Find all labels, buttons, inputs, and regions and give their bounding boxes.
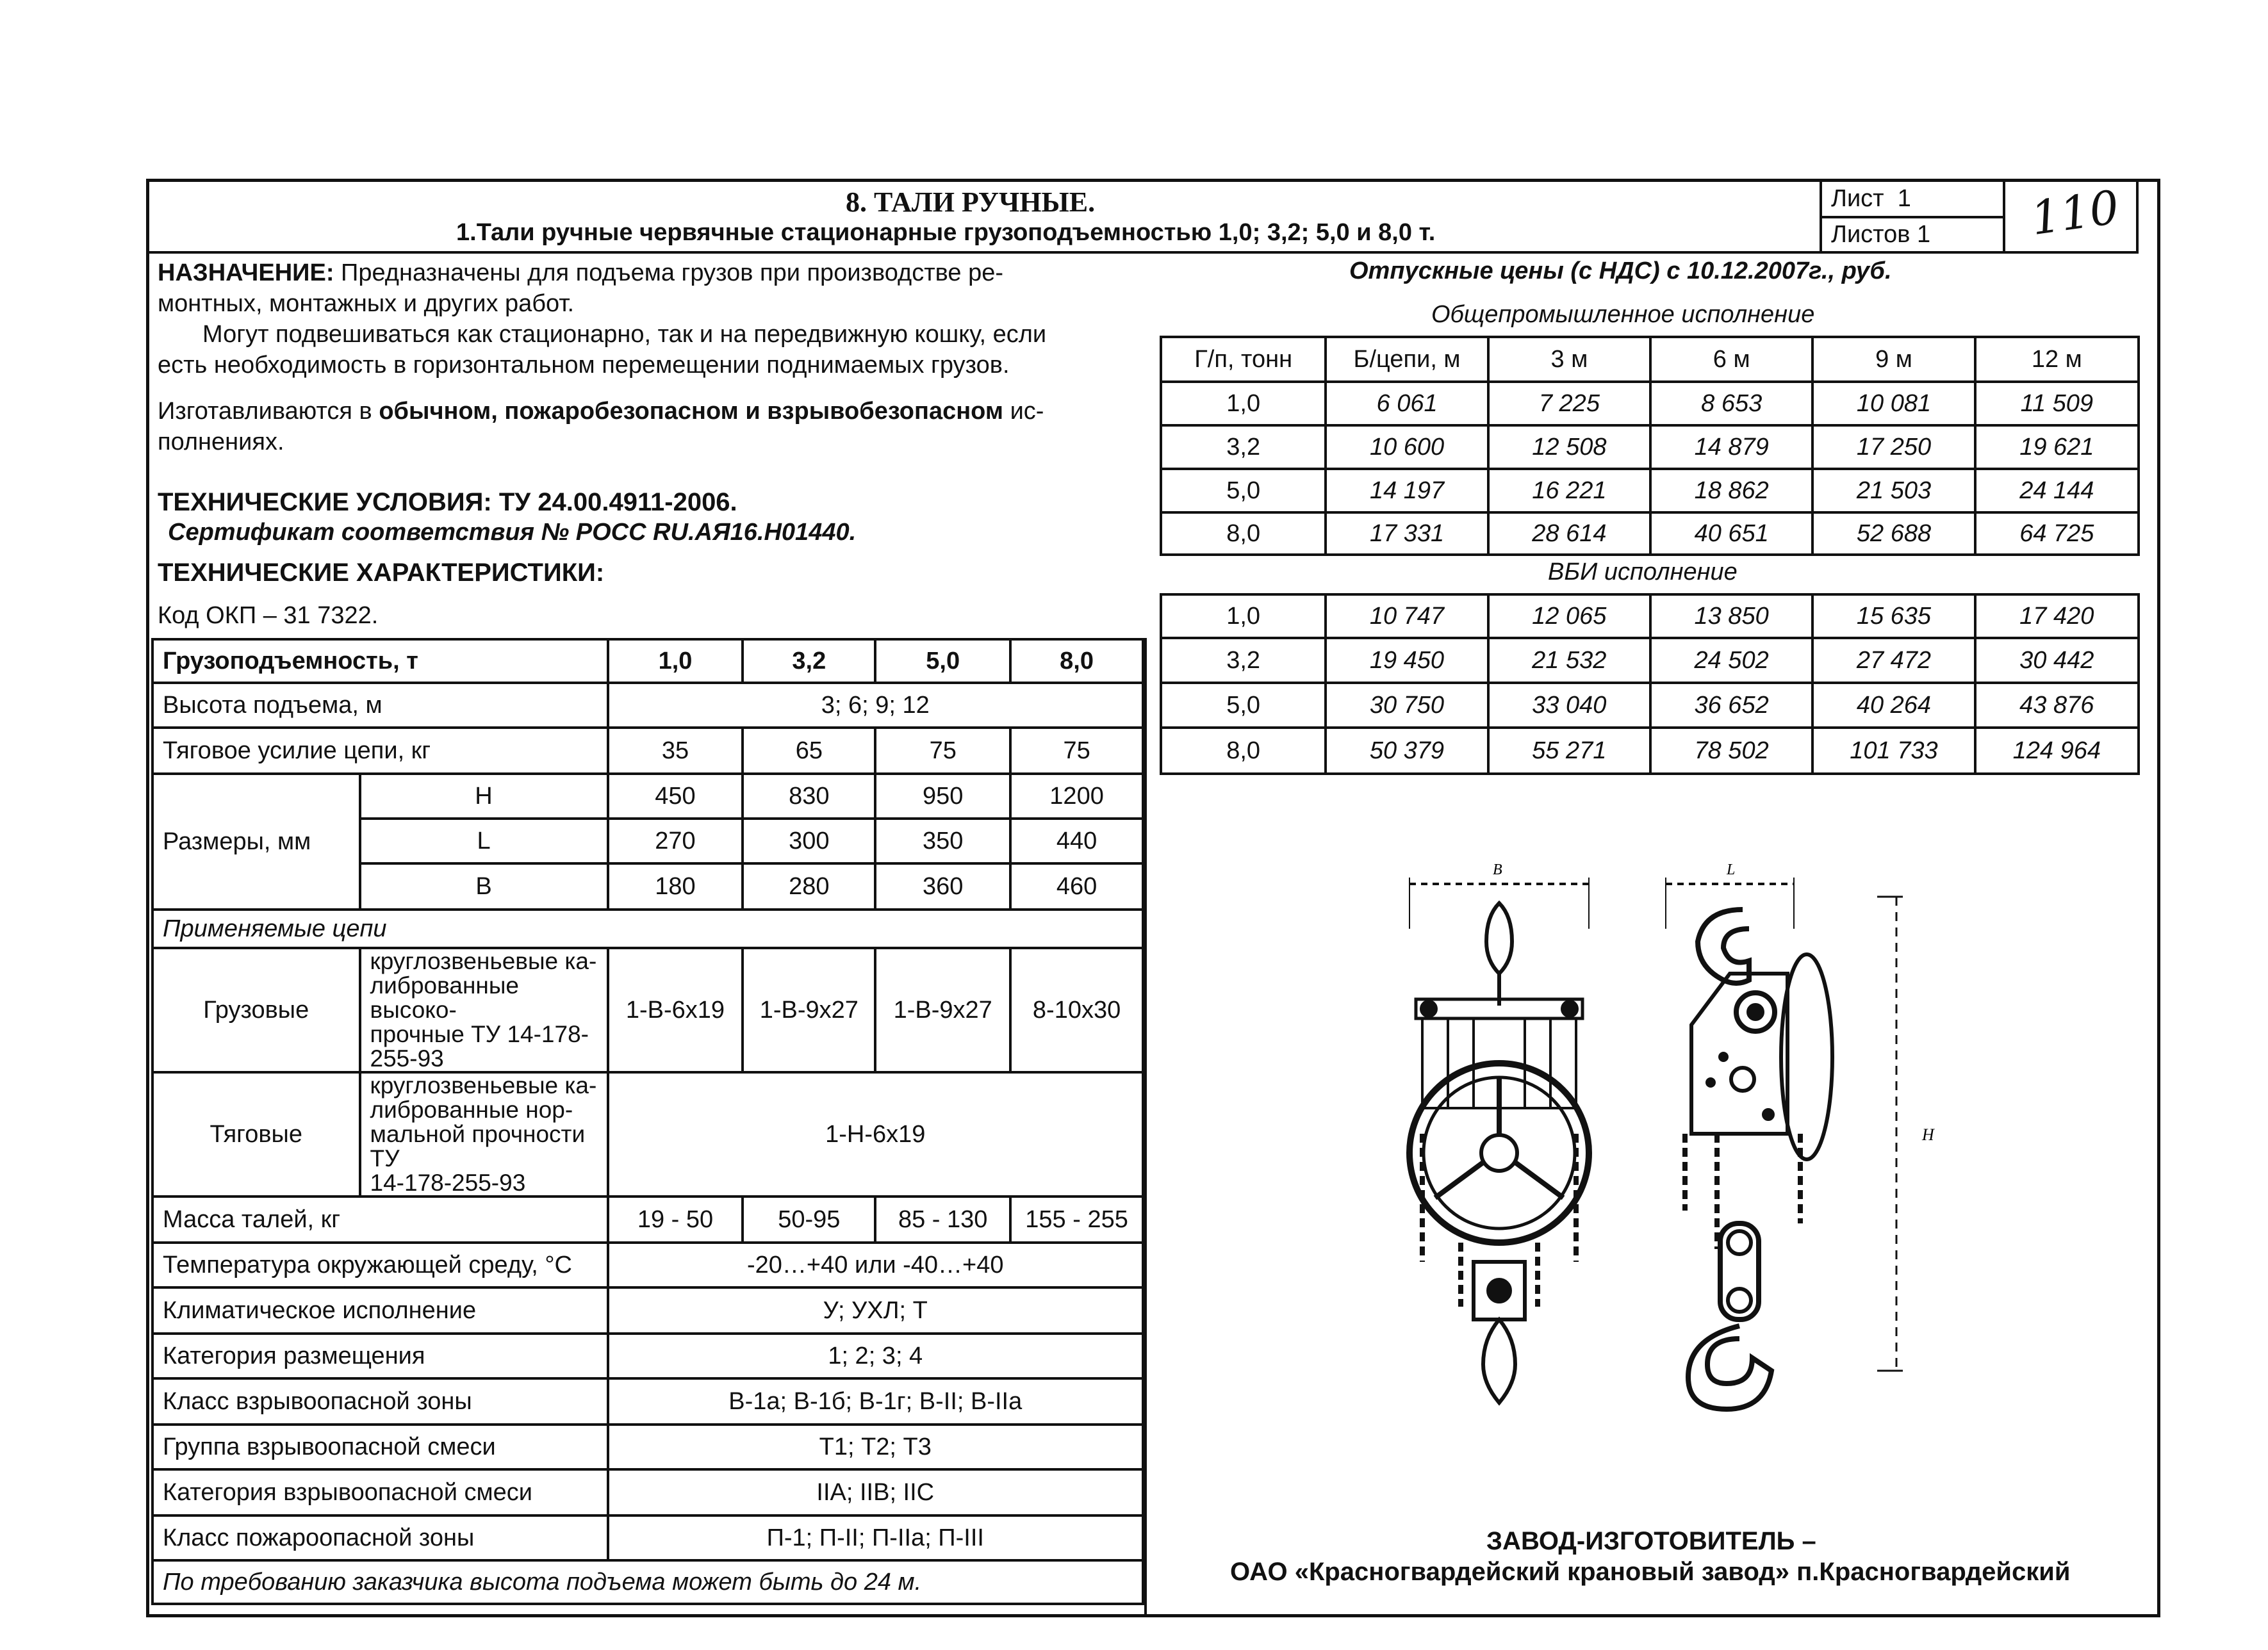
gen-r0-c4: 10 081 <box>1812 382 1975 425</box>
dim-b-1: 180 <box>608 863 743 910</box>
purpose-line4: есть необходимость в горизонтальном перемещении поднимаемых грузов. <box>158 352 1010 379</box>
hoist-drawing <box>1384 852 1999 1416</box>
pull-label: Тяговое усилие цепи, кг <box>152 728 608 774</box>
footnote: По требованию заказчика высота подъема может быть до 24 м. <box>152 1560 1143 1604</box>
gen-r0-c3: 8 653 <box>1650 382 1812 425</box>
made-bold: обычном, пожаробезопасном и взрывобезопасном <box>379 398 1003 425</box>
sheets-value: 1 <box>1917 221 1931 248</box>
made-suffix: ис- <box>1010 398 1044 425</box>
vbi-r3-c0: 8,0 <box>1161 728 1326 774</box>
gen-r1-c2: 12 508 <box>1488 425 1650 469</box>
mass-2: 50-95 <box>743 1197 875 1243</box>
vbi-label: ВБИ исполнение <box>1548 559 1738 585</box>
okp-code: Код ОКП – 31 7322. <box>158 602 379 629</box>
vbi-r2-c1: 30 750 <box>1326 683 1488 728</box>
made-line2: полнениях. <box>158 429 284 455</box>
dim-l-1: 270 <box>608 819 743 863</box>
gen-r2-c2: 16 221 <box>1488 469 1650 512</box>
dim-h-3: 950 <box>875 774 1010 819</box>
sheet-label: Лист <box>1831 184 1884 212</box>
price-header-3: 6 м <box>1650 337 1812 382</box>
temp-value: -20…+40 или -40…+40 <box>608 1243 1143 1287</box>
vbi-r0-c1: 10 747 <box>1326 594 1488 638</box>
dim-h-label: H <box>1922 1125 1934 1144</box>
page-number: 110 <box>2027 179 2123 246</box>
load-chain-1: 1-В-6х19 <box>608 948 743 1072</box>
fire-zone-label: Класс пожароопасной зоны <box>152 1515 608 1560</box>
dims-label: Размеры, мм <box>152 774 360 910</box>
tech-table <box>151 638 1144 1605</box>
purpose-label: НАЗНАЧЕНИЕ: <box>158 259 334 286</box>
vbi-r2-c0: 5,0 <box>1161 683 1326 728</box>
gen-r0-c5: 11 509 <box>1975 382 2139 425</box>
dim-l-3: 350 <box>875 819 1010 863</box>
vbi-r0-c4: 15 635 <box>1812 594 1975 638</box>
header-divider <box>146 251 2014 254</box>
vbi-r1-c1: 19 450 <box>1326 638 1488 683</box>
gen-r3-c3: 40 651 <box>1650 512 1812 555</box>
mixture-group-value: Т1; Т2; Т3 <box>608 1425 1143 1469</box>
gen-r1-c3: 14 879 <box>1650 425 1812 469</box>
dim-b-name: B <box>360 863 608 910</box>
pull-chain-desc <box>360 1072 608 1197</box>
price-header-2: 3 м <box>1488 337 1650 382</box>
lift-value: 3; 6; 9; 12 <box>608 683 1143 728</box>
vbi-r2-c4: 40 264 <box>1812 683 1975 728</box>
page-title: 8. ТАЛИ РУЧНЫЕ. <box>846 186 1096 218</box>
load-chain-4: 8-10х30 <box>1010 948 1143 1072</box>
vbi-r1-c3: 24 502 <box>1650 638 1812 683</box>
mixture-group-label: Группа взрывоопасной смеси <box>152 1425 608 1469</box>
vbi-r0-c3: 13 850 <box>1650 594 1812 638</box>
explosive-zone-label: Класс взрывоопасной зоны <box>152 1378 608 1425</box>
dim-b-label: B <box>1493 862 1502 878</box>
mixture-category-value: IIA; IIB; IIC <box>608 1469 1143 1515</box>
load-chain-desc-2: либрованные высоко- <box>370 972 519 1023</box>
dim-h-2: 830 <box>743 774 875 819</box>
pull-chain-desc-3: мальной прочности ТУ <box>370 1121 586 1172</box>
price-header-0: Г/п, тонн <box>1161 337 1326 382</box>
placement-label: Категория размещения <box>152 1334 608 1378</box>
price-header-5: 12 м <box>1975 337 2139 382</box>
sheet-box <box>1820 179 2005 218</box>
made-prefix: Изготавливаются в <box>158 398 372 425</box>
price-header-4: 9 м <box>1812 337 1975 382</box>
load-chain-desc-4: 255-93 <box>370 1045 444 1072</box>
load-chain-3: 1-В-9х27 <box>875 948 1010 1072</box>
vbi-r3-c4: 101 733 <box>1812 728 1975 774</box>
page-subtitle: 1.Тали ручные червячные стационарные грузоподъемностью 1,0; 3,2; 5,0 и 8,0 т. <box>456 219 1436 246</box>
pull-2: 65 <box>743 728 875 774</box>
lift-label: Высота подъема, м <box>152 683 608 728</box>
front-view <box>1409 878 1589 1403</box>
vbi-r1-c2: 21 532 <box>1488 638 1650 683</box>
gen-r3-c1: 17 331 <box>1326 512 1488 555</box>
mass-4: 155 - 255 <box>1010 1197 1143 1243</box>
gen-r2-c5: 24 144 <box>1975 469 2139 512</box>
pull-chain-desc-2: либрованные нор- <box>370 1097 573 1123</box>
load-chain-label: Грузовые <box>152 948 360 1072</box>
capacity-3: 5,0 <box>875 639 1010 683</box>
purpose-block <box>158 257 1157 457</box>
gen-r0-c0: 1,0 <box>1161 382 1326 425</box>
gen-r2-c4: 21 503 <box>1812 469 1975 512</box>
manufacturer-label: ЗАВОД-ИЗГОТОВИТЕЛЬ – <box>1486 1527 1816 1555</box>
mass-label: Масса талей, кг <box>152 1197 608 1243</box>
pull-chain-desc-4: 14-178-255-93 <box>370 1170 526 1196</box>
gen-r0-c1: 6 061 <box>1326 382 1488 425</box>
general-label: Общепромышленное исполнение <box>1431 301 1815 328</box>
sheet-value: 1 <box>1897 184 1911 212</box>
fire-zone-value: П-1; П-II; П-IIа; П-III <box>608 1515 1143 1560</box>
capacity-4: 8,0 <box>1010 639 1143 683</box>
pull-4: 75 <box>1010 728 1143 774</box>
gen-r1-c1: 10 600 <box>1326 425 1488 469</box>
pull-chain-desc-1: круглозвеньевые ка- <box>370 1072 597 1099</box>
gen-r2-c1: 14 197 <box>1326 469 1488 512</box>
gen-r2-c0: 5,0 <box>1161 469 1326 512</box>
dim-b-4: 460 <box>1010 863 1143 910</box>
mass-3: 85 - 130 <box>875 1197 1010 1243</box>
vbi-r0-c0: 1,0 <box>1161 594 1326 638</box>
gen-r3-c4: 52 688 <box>1812 512 1975 555</box>
characteristics-heading: ТЕХНИЧЕСКИЕ ХАРАКТЕРИСТИКИ: <box>158 559 605 587</box>
climate-value: У; УХЛ; Т <box>608 1287 1143 1334</box>
explosive-zone-value: В-1а; В-1б; В-1г; В-II; В-IIа <box>608 1378 1143 1425</box>
vbi-r0-c5: 17 420 <box>1975 594 2139 638</box>
vbi-r3-c2: 55 271 <box>1488 728 1650 774</box>
pull-chain-value: 1-Н-6х19 <box>608 1072 1143 1197</box>
dim-b-3: 360 <box>875 863 1010 910</box>
load-chain-desc-1: круглозвеньевые ка- <box>370 948 597 974</box>
vbi-r1-c5: 30 442 <box>1975 638 2139 683</box>
column-divider <box>1144 638 1147 1615</box>
dim-l-label: L <box>1727 862 1736 878</box>
general-price-table <box>1160 336 2140 556</box>
gen-r1-c0: 3,2 <box>1161 425 1326 469</box>
pull-chain-label: Тяговые <box>152 1072 360 1197</box>
capacity-label: Грузоподъемность, т <box>152 639 608 683</box>
temp-label: Температура окружающей среду, °С <box>152 1243 608 1287</box>
capacity-1: 1,0 <box>608 639 743 683</box>
load-chain-2: 1-В-9х27 <box>743 948 875 1072</box>
dim-l-name: L <box>360 819 608 863</box>
gen-r0-c2: 7 225 <box>1488 382 1650 425</box>
mass-1: 19 - 50 <box>608 1197 743 1243</box>
load-chain-desc <box>360 948 608 1072</box>
pull-1: 35 <box>608 728 743 774</box>
sheets-label: Листов <box>1831 221 1911 248</box>
purpose-line2: монтных, монтажных и других работ. <box>158 290 575 317</box>
pull-3: 75 <box>875 728 1010 774</box>
load-chain-desc-3: прочные ТУ 14-178- <box>370 1021 589 1047</box>
vbi-r3-c5: 124 964 <box>1975 728 2139 774</box>
prices-title: Отпускные цены (с НДС) с 10.12.2007г., руб. <box>1349 257 1892 284</box>
gen-r3-c2: 28 614 <box>1488 512 1650 555</box>
gen-r3-c0: 8,0 <box>1161 512 1326 555</box>
gen-r1-c5: 19 621 <box>1975 425 2139 469</box>
vbi-r1-c0: 3,2 <box>1161 638 1326 683</box>
mixture-category-label: Категория взрывоопасной смеси <box>152 1469 608 1515</box>
dim-h-1: 450 <box>608 774 743 819</box>
certificate: Сертификат соответствия № РОСС RU.АЯ16.Н01440. <box>168 519 857 546</box>
dim-l-4: 440 <box>1010 819 1143 863</box>
dim-b-2: 280 <box>743 863 875 910</box>
vbi-r3-c1: 50 379 <box>1326 728 1488 774</box>
chains-label: Применяемые цепи <box>152 910 1143 948</box>
side-view <box>1666 878 1903 1409</box>
tech-conditions: ТЕХНИЧЕСКИЕ УСЛОВИЯ: ТУ 24.00.4911-2006. <box>158 488 737 516</box>
capacity-2: 3,2 <box>743 639 875 683</box>
gen-r1-c4: 17 250 <box>1812 425 1975 469</box>
dim-h-4: 1200 <box>1010 774 1143 819</box>
purpose-line3: Могут подвешиваться как стационарно, так и на передвижную кошку, если <box>202 321 1047 348</box>
vbi-r2-c5: 43 876 <box>1975 683 2139 728</box>
vbi-r2-c2: 33 040 <box>1488 683 1650 728</box>
vbi-r3-c3: 78 502 <box>1650 728 1812 774</box>
vbi-r1-c4: 27 472 <box>1812 638 1975 683</box>
vbi-price-table <box>1160 593 2140 775</box>
dim-l-2: 300 <box>743 819 875 863</box>
vbi-r0-c2: 12 065 <box>1488 594 1650 638</box>
dim-h-name: H <box>360 774 608 819</box>
vbi-r2-c3: 36 652 <box>1650 683 1812 728</box>
sheets-box <box>1820 216 2005 254</box>
price-header-1: Б/цепи, м <box>1326 337 1488 382</box>
gen-r3-c5: 64 725 <box>1975 512 2139 555</box>
climate-label: Климатическое исполнение <box>152 1287 608 1334</box>
manufacturer-name: ОАО «Красногвардейский крановый завод» п.Красногвардейский <box>1230 1558 2071 1586</box>
gen-r2-c3: 18 862 <box>1650 469 1812 512</box>
placement-value: 1; 2; 3; 4 <box>608 1334 1143 1378</box>
purpose-line1: Предназначены для подъема грузов при производстве ре- <box>341 259 1003 286</box>
